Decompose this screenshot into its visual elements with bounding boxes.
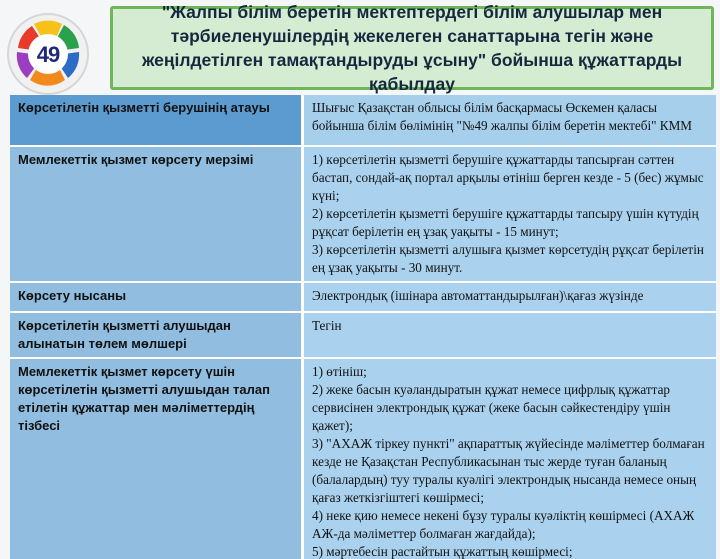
row-value: [304, 147, 716, 283]
row-label: Мемлекеттік қызмет көрсету мерзімі: [10, 147, 304, 283]
value-line: 2) жеке басын куәландыратын құжат немесе цифрлық құжаттар сервисінен электрондық құжат (жеке басын сәйкестендіру үшін қажет);: [312, 382, 671, 433]
row-label: Көрсетілетін қызметті алушыдан алынатын төлем мөлшері: [10, 313, 304, 359]
school-logo-icon: [2, 8, 94, 98]
row-value: [304, 359, 716, 559]
value-line: Тегін: [312, 318, 342, 333]
value-line: 4) неке қию немесе некені бұзу туралы куәліктің көшірмесі (АХАЖ АЖ-да мәліметтер болмаған жағдайда);: [312, 508, 695, 541]
row-label: Көрсету нысаны: [10, 283, 304, 313]
value-line: 1) өтініш;: [312, 364, 367, 379]
info-table: [10, 95, 716, 559]
table-row: [10, 147, 716, 283]
value-line: 5) мәртебесін растайтын құжаттың көшірмесі;: [312, 544, 573, 559]
value-line: Шығыс Қазақстан облысы білім басқармасы Өскемен қаласы бойынша білім бөлімінің "№49 жалпы білім беретін мектебі" КММ: [312, 100, 693, 133]
value-line: 3) көрсетілетін қызметті алушыға қызмет көрсетудің рұқсат берілетін ең ұзақ уақыты - 30 минут.: [312, 242, 704, 275]
table-row: [10, 359, 716, 559]
table-row: [10, 95, 716, 147]
row-value: [304, 283, 716, 313]
title-banner: [110, 2, 714, 94]
row-value: [304, 313, 716, 359]
table-row: [10, 313, 716, 359]
value-line: Электрондық (ішінара автоматтандырылған)\қағаз жүзінде: [312, 288, 644, 303]
row-label: Көрсетілетін қызметті берушінің атауы: [10, 95, 304, 147]
value-line: 1) көрсетілетін қызметті берушіге құжаттарды тапсырған сәттен бастап, сондай-ақ портал арқылы өтініш берген кезде - 5 (бес) жұмыс күні;: [312, 152, 704, 203]
row-label: Мемлекеттік қызмет көрсету үшін көрсетілетін қызметті алушыдан талап етілетін құжаттар мен мәліметтердің тізбесі: [10, 359, 304, 559]
value-line: 2) көрсетілетін қызметті берушіге құжаттарды тапсыру үшін күтудің рұқсат берілетін ең ұзақ уақыты - 15 минут;: [312, 206, 699, 239]
table-row: [10, 283, 716, 313]
services-table: [10, 95, 716, 559]
logo-number: 49: [36, 42, 60, 67]
page-title: "Жалпы білім беретін мектептердегі білім алушылар мен тәрбиеленушілердің жекелеген санаттарына тегін және жеңілдетілген тамақтандыруды ұсыну" бойынша құжаттарды қабылдау: [141, 2, 683, 94]
value-line: 3) "АХАЖ тіркеу пункті" ақпараттық жүйесінде мәліметтер болмаған кезде не Қазақстан Республикасынан тыс жерде туған баланың (балалардың) туу туралы куәлігі электрондық нысанда немесе оның қағаз жеткізгіштегі көшірмесі;: [312, 436, 705, 505]
row-value: [304, 95, 716, 147]
